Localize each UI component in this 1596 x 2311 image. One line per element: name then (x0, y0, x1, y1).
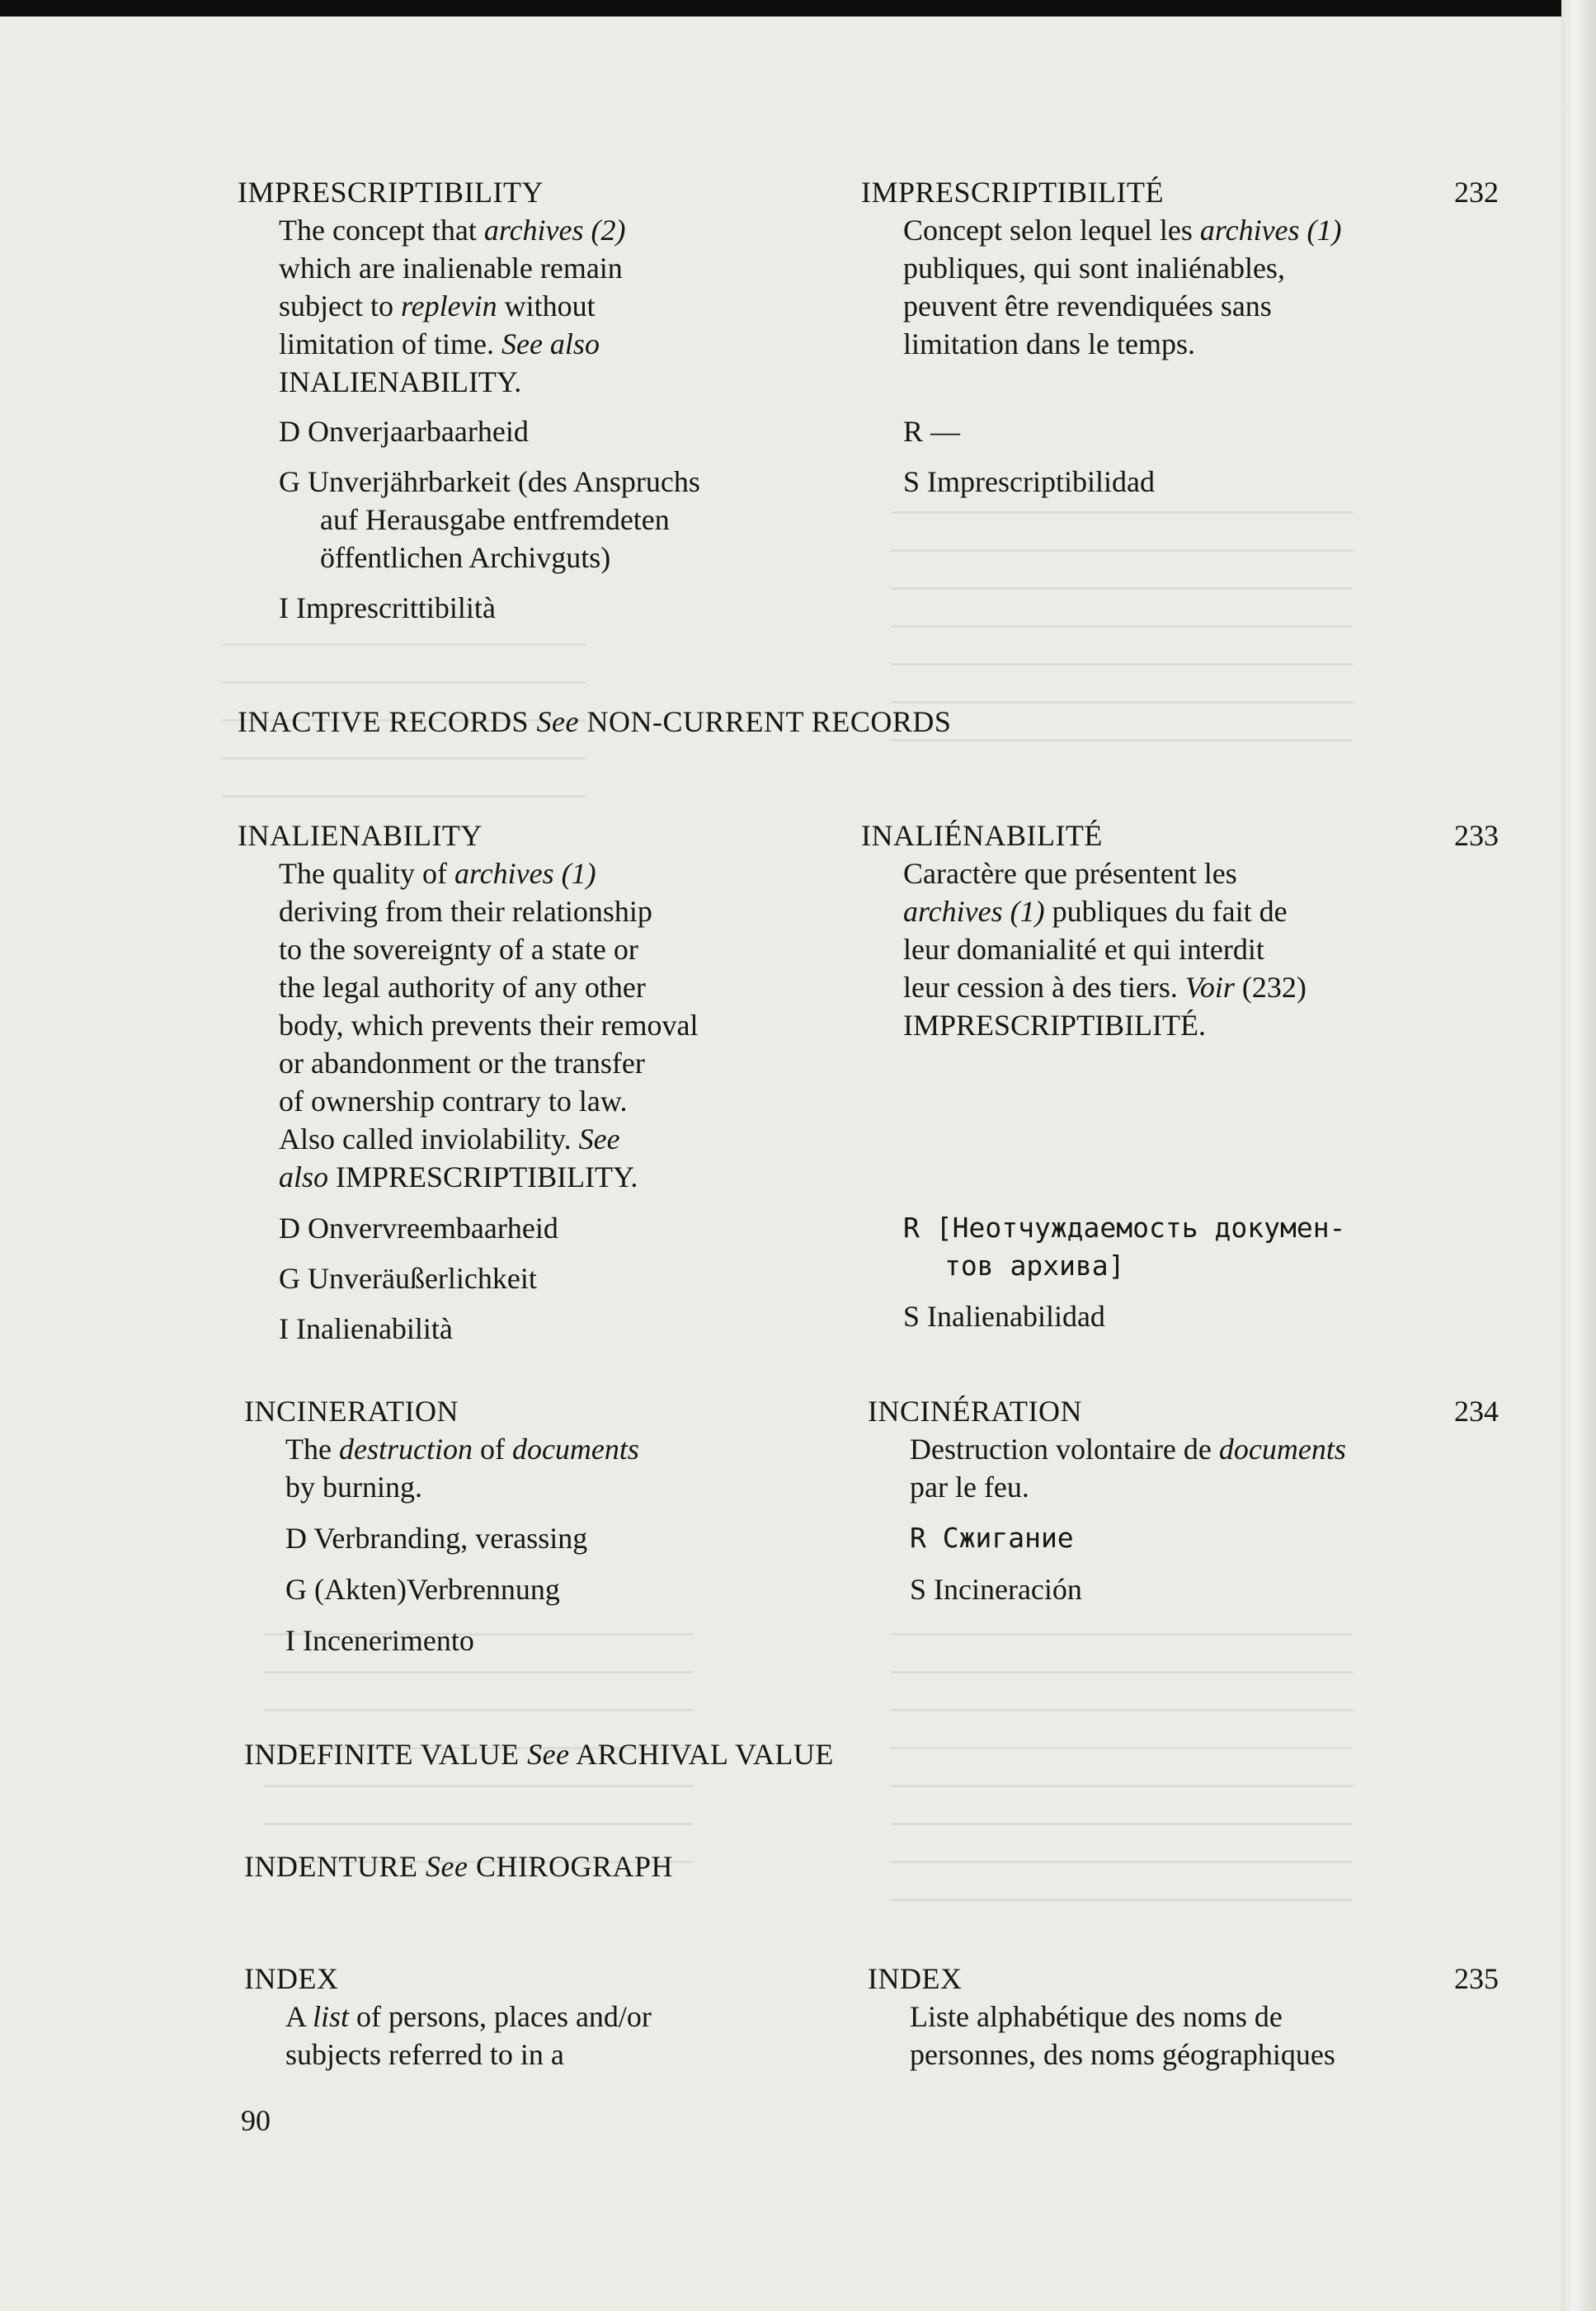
definition-line: Concept selon lequel les archives (1) (903, 214, 1342, 247)
italic-term: destruction (338, 1433, 473, 1466)
equiv-german-inalienability: G Unveräußerlichkeit (279, 1262, 537, 1295)
definition-line: the legal authority of any other (279, 971, 646, 1004)
italic-term: archives (1) (1199, 214, 1342, 247)
cross-ref-indenture-see: See (425, 1850, 468, 1883)
definition-line: or abandonment or the transfer (279, 1047, 645, 1080)
italic-term: also (279, 1160, 329, 1193)
italic-term: archives (1) (903, 895, 1045, 928)
definition-fr-inalienabilite (903, 854, 1306, 1044)
definition-en-imprescriptibility (279, 211, 626, 401)
definition-line: deriving from their relationship (279, 895, 652, 928)
equiv-russian-inalienability-2: тов архива] (944, 1250, 1125, 1282)
definition-line: archives (1) publiques du fait de (903, 895, 1288, 928)
definition-line: to the sovereignty of a state or (279, 933, 638, 966)
equiv-spanish-inalienability: S Inalienabilidad (903, 1300, 1105, 1333)
italic-term: See also (501, 327, 600, 360)
cross-ref-indefinite-see: See (527, 1738, 570, 1771)
entry-number-235: 235 (1454, 1962, 1499, 1995)
headword-fr-imprescriptibilite: IMPRESCRIPTIBILITÉ (861, 176, 1165, 209)
definition-line: personnes, des noms géographiques (910, 2038, 1335, 2071)
definition-line: leur domanialité et qui interdit (903, 933, 1264, 966)
headword-en-incineration: INCINERATION (244, 1395, 459, 1428)
definition-line: body, which prevents their removal (279, 1009, 699, 1042)
definition-line: subject to replevin without (279, 289, 596, 322)
equiv-dutch-imprescriptibility: D Onverjaarbaarheid (279, 415, 529, 448)
definition-line: Caractère que présentent les (903, 857, 1237, 890)
definition-line: of ownership contrary to law. (279, 1085, 628, 1118)
italic-term: replevin (400, 289, 497, 322)
show-through-block-2 (891, 511, 1353, 759)
entry-number-233: 233 (1454, 819, 1499, 852)
italic-term: Voir (1184, 971, 1235, 1004)
equiv-german-imprescriptibility-3: öffentlichen Archivguts) (320, 541, 611, 574)
equiv-russian-incineration: R Сжигание (910, 1522, 1074, 1554)
definition-line: par le feu. (910, 1471, 1029, 1504)
headword-en-imprescriptibility: IMPRESCRIPTIBILITY (238, 176, 544, 209)
equiv-dutch-incineration: D Verbranding, verassing (285, 1522, 588, 1555)
cross-ref-inactive-head: INACTIVE RECORDS (238, 705, 537, 738)
definition-en-index (285, 1998, 652, 2073)
page-gutter-shadow (1561, 0, 1596, 2311)
italic-term: archives (2) (483, 214, 626, 247)
equiv-italian-incineration: I Incenerimento (285, 1624, 474, 1657)
equiv-italian-imprescriptibility: I Imprescrittibilità (279, 591, 496, 624)
equiv-spanish-imprescriptibility: S Imprescriptibilidad (903, 465, 1155, 498)
cross-ref-indenture-target: CHIROGRAPH (468, 1850, 673, 1883)
headword-en-inalienability: INALIENABILITY (238, 819, 483, 852)
definition-en-incineration (285, 1430, 639, 1506)
definition-fr-imprescriptibilite (903, 211, 1342, 363)
definition-line: IMPRESCRIPTIBILITÉ. (903, 1009, 1207, 1042)
cross-ref-inactive-records (238, 703, 951, 741)
definition-line: limitation dans le temps. (903, 327, 1195, 360)
definition-line: Liste alphabétique des noms de (910, 2000, 1283, 2033)
definition-fr-incineration (910, 1430, 1346, 1506)
headword-fr-incineration: INCINÉRATION (868, 1395, 1082, 1428)
definition-line: leur cession à des tiers. Voir (232) (903, 971, 1306, 1004)
cross-ref-indefinite-head: INDEFINITE VALUE (244, 1738, 528, 1771)
definition-line: by burning. (285, 1471, 422, 1504)
equiv-italian-inalienability: I Inalienabilità (279, 1312, 453, 1345)
italic-term: See (578, 1123, 620, 1156)
equiv-dutch-inalienability: D Onvervreembaarheid (279, 1212, 558, 1245)
definition-fr-index (910, 1998, 1335, 2073)
italic-term: documents (1218, 1433, 1346, 1466)
equiv-german-incineration: G (Akten)Verbrennung (285, 1573, 560, 1606)
cross-ref-indenture (244, 1847, 673, 1885)
definition-line: The concept that archives (2) (279, 214, 626, 247)
headword-en-index: INDEX (244, 1962, 339, 1995)
entry-number-232: 232 (1454, 176, 1499, 209)
definition-line: The destruction of documents (285, 1433, 639, 1466)
equiv-spanish-incineration: S Incineración (910, 1573, 1082, 1606)
headword-fr-index: INDEX (868, 1962, 963, 1995)
cross-ref-indefinite-target: ARCHIVAL VALUE (569, 1738, 834, 1771)
definition-line: peuvent être revendiquées sans (903, 289, 1272, 322)
italic-term: documents (511, 1433, 639, 1466)
definition-line: The quality of archives (1) (279, 857, 596, 890)
equiv-russian-inalienability-1: R [Неотчуждаемость докумен- (903, 1212, 1346, 1244)
definition-line: INALIENABILITY. (279, 365, 522, 398)
definition-en-inalienability (279, 854, 699, 1196)
italic-term: list (313, 2000, 350, 2033)
definition-line: Also called inviolability. See (279, 1123, 620, 1156)
equiv-german-imprescriptibility-1: G Unverjährbarkeit (des Anspruchs (279, 465, 700, 498)
headword-fr-inalienabilite: INALIÉNABILITÉ (861, 819, 1103, 852)
show-through-block-3 (891, 1633, 1353, 1922)
scan-top-edge (0, 0, 1596, 16)
italic-term: archives (1) (454, 857, 596, 890)
definition-line: which are inalienable remain (279, 252, 623, 285)
definition-line: limitation of time. See also (279, 327, 600, 360)
equiv-german-imprescriptibility-2: auf Herausgabe entfremdeten (320, 503, 670, 536)
cross-ref-inactive-target: NON-CURRENT RECORDS (578, 705, 952, 738)
equiv-russian-imprescriptibility: R — (903, 415, 961, 448)
cross-ref-indefinite-value (244, 1735, 834, 1773)
definition-line: Destruction volontaire de documents (910, 1433, 1346, 1466)
definition-line: A list of persons, places and/or (285, 2000, 652, 2033)
definition-line: also IMPRESCRIPTIBILITY. (279, 1160, 638, 1193)
definition-line: subjects referred to in a (285, 2038, 564, 2071)
cross-ref-indenture-head: INDENTURE (244, 1850, 426, 1883)
entry-number-234: 234 (1454, 1395, 1499, 1428)
definition-line: publiques, qui sont inaliénables, (903, 252, 1285, 285)
page-number: 90 (241, 2104, 271, 2137)
cross-ref-inactive-see: See (536, 705, 579, 738)
